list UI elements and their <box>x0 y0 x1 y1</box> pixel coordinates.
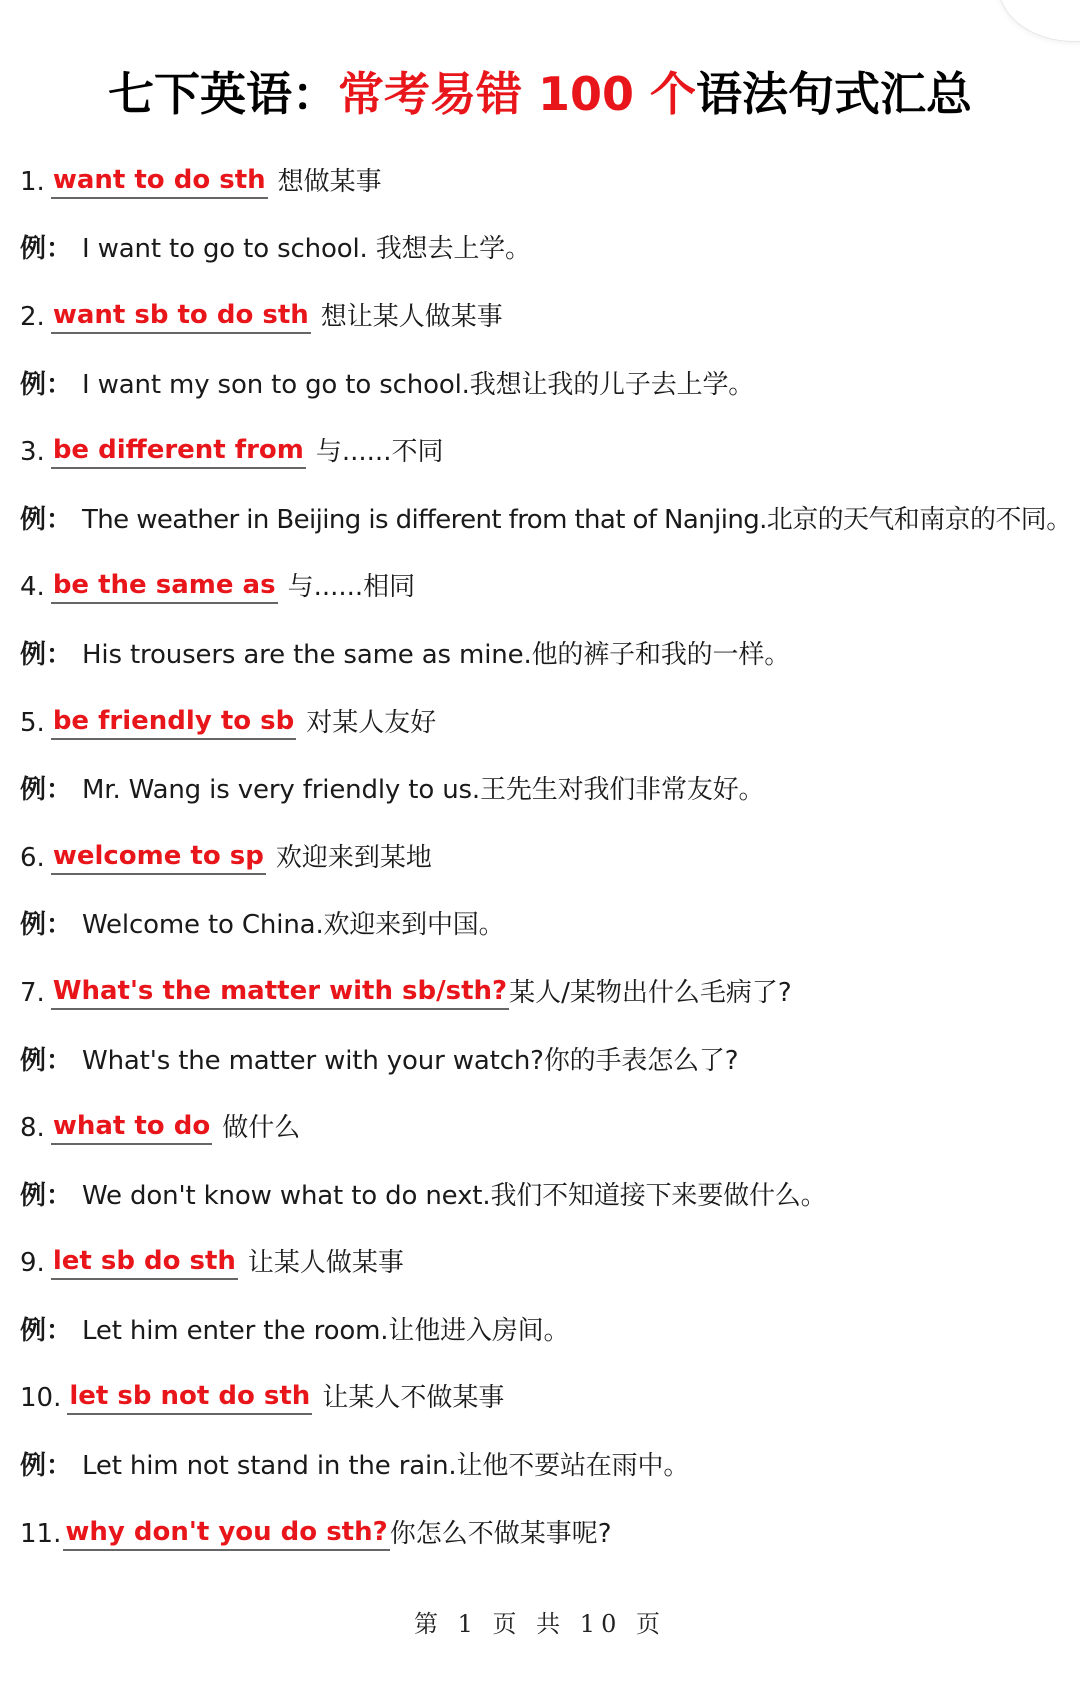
item-6 <box>20 824 1070 892</box>
example-4 <box>20 621 1070 689</box>
example-text: His trousers are the same as mine.他的裤子和我的一样。 <box>82 639 791 670</box>
example-text: I want to go to school. 我想去上学。 <box>82 234 531 265</box>
page-footer: 第 1 页 共 10 页 <box>414 1610 666 1638</box>
item-2 <box>20 283 1070 351</box>
example-text: The weather in Beijing is different from that of Nanjing.北京的天气和南京的不同。 <box>82 504 1072 535</box>
item-number: 7. <box>20 977 45 1008</box>
item-9 <box>20 1230 1070 1298</box>
example-text: What's the matter with your watch?你的手表怎么了? <box>82 1045 739 1076</box>
example-6 <box>20 892 1070 960</box>
item-phrase: What's the matter with sb/sth? <box>51 976 509 1010</box>
example-label: 例： <box>20 910 73 941</box>
example-label: 例： <box>20 1180 73 1211</box>
example-1 <box>20 216 1070 284</box>
item-number: 4. <box>20 572 45 603</box>
example-label: 例： <box>20 504 73 535</box>
item-1 <box>20 148 1070 216</box>
example-8 <box>20 1162 1070 1230</box>
item-number: 10. <box>20 1383 62 1414</box>
item-meaning: 你怎么不做某事呢? <box>389 1518 612 1549</box>
example-label: 例： <box>20 234 73 265</box>
item-meaning: 欢迎来到某地 <box>275 842 432 873</box>
item-meaning: 与......不同 <box>315 437 444 468</box>
item-phrase: why don't you do sth? <box>63 1517 389 1551</box>
item-11 <box>20 1500 1070 1568</box>
item-phrase: be the same as <box>51 570 278 604</box>
example-2 <box>20 351 1070 419</box>
item-phrase: be friendly to sb <box>51 706 296 740</box>
example-label: 例： <box>20 775 73 806</box>
item-meaning: 对某人友好 <box>306 707 437 738</box>
item-meaning: 与......相同 <box>287 572 416 603</box>
item-number: 6. <box>20 842 45 873</box>
item-phrase: what to do <box>51 1111 212 1145</box>
item-number: 9. <box>20 1248 45 1279</box>
example-text: Welcome to China.欢迎来到中国。 <box>82 910 505 941</box>
example-label: 例： <box>20 369 73 400</box>
item-phrase: want sb to do sth <box>51 300 311 334</box>
item-meaning: 让某人不做某事 <box>322 1383 505 1414</box>
item-number: 3. <box>20 437 45 468</box>
example-text: We don't know what to do next.我们不知道接下来要做什么。 <box>82 1180 827 1211</box>
grammar-list <box>20 148 1070 1567</box>
item-phrase: want to do sth <box>51 165 268 199</box>
item-number: 1. <box>20 166 45 197</box>
item-phrase: let sb not do sth <box>67 1381 312 1415</box>
item-number: 8. <box>20 1113 45 1144</box>
example-3 <box>20 486 1070 554</box>
example-9 <box>20 1297 1070 1365</box>
item-10 <box>20 1365 1070 1433</box>
example-text: I want my son to go to school.我想让我的儿子去上学。 <box>82 369 755 400</box>
item-meaning: 做什么 <box>222 1113 301 1144</box>
example-7 <box>20 1027 1070 1095</box>
example-text: Mr. Wang is very friendly to us.王先生对我们非常友好。 <box>82 775 765 806</box>
item-number: 5. <box>20 707 45 738</box>
item-meaning: 某人/某物出什么毛病了? <box>509 977 792 1008</box>
example-label: 例： <box>20 639 73 670</box>
item-5 <box>20 689 1070 757</box>
item-phrase: let sb do sth <box>51 1246 238 1280</box>
item-8 <box>20 1094 1070 1162</box>
document-title <box>0 62 1080 126</box>
example-label: 例： <box>20 1045 73 1076</box>
title-suffix: 语法句式汇总 <box>696 67 973 121</box>
item-meaning: 让某人做某事 <box>247 1248 404 1279</box>
title-highlight: 常考易错 100 个 <box>337 67 697 121</box>
example-label: 例： <box>20 1315 73 1346</box>
item-number: 2. <box>20 301 45 332</box>
item-phrase: be different from <box>51 435 306 469</box>
item-meaning: 想做某事 <box>277 166 382 197</box>
example-label: 例： <box>20 1451 73 1482</box>
example-text: Let him not stand in the rain.让他不要站在雨中。 <box>82 1451 690 1482</box>
item-phrase: welcome to sp <box>51 841 266 875</box>
page-corner-curl <box>998 0 1080 42</box>
item-4 <box>20 554 1070 622</box>
title-prefix: 七下英语： <box>107 67 338 121</box>
example-text: Let him enter the room.让他进入房间。 <box>82 1315 570 1346</box>
item-7 <box>20 959 1070 1027</box>
item-number: 11. <box>20 1518 62 1549</box>
example-10 <box>20 1432 1070 1500</box>
example-5 <box>20 756 1070 824</box>
item-3 <box>20 418 1070 486</box>
item-meaning: 想让某人做某事 <box>320 301 503 332</box>
